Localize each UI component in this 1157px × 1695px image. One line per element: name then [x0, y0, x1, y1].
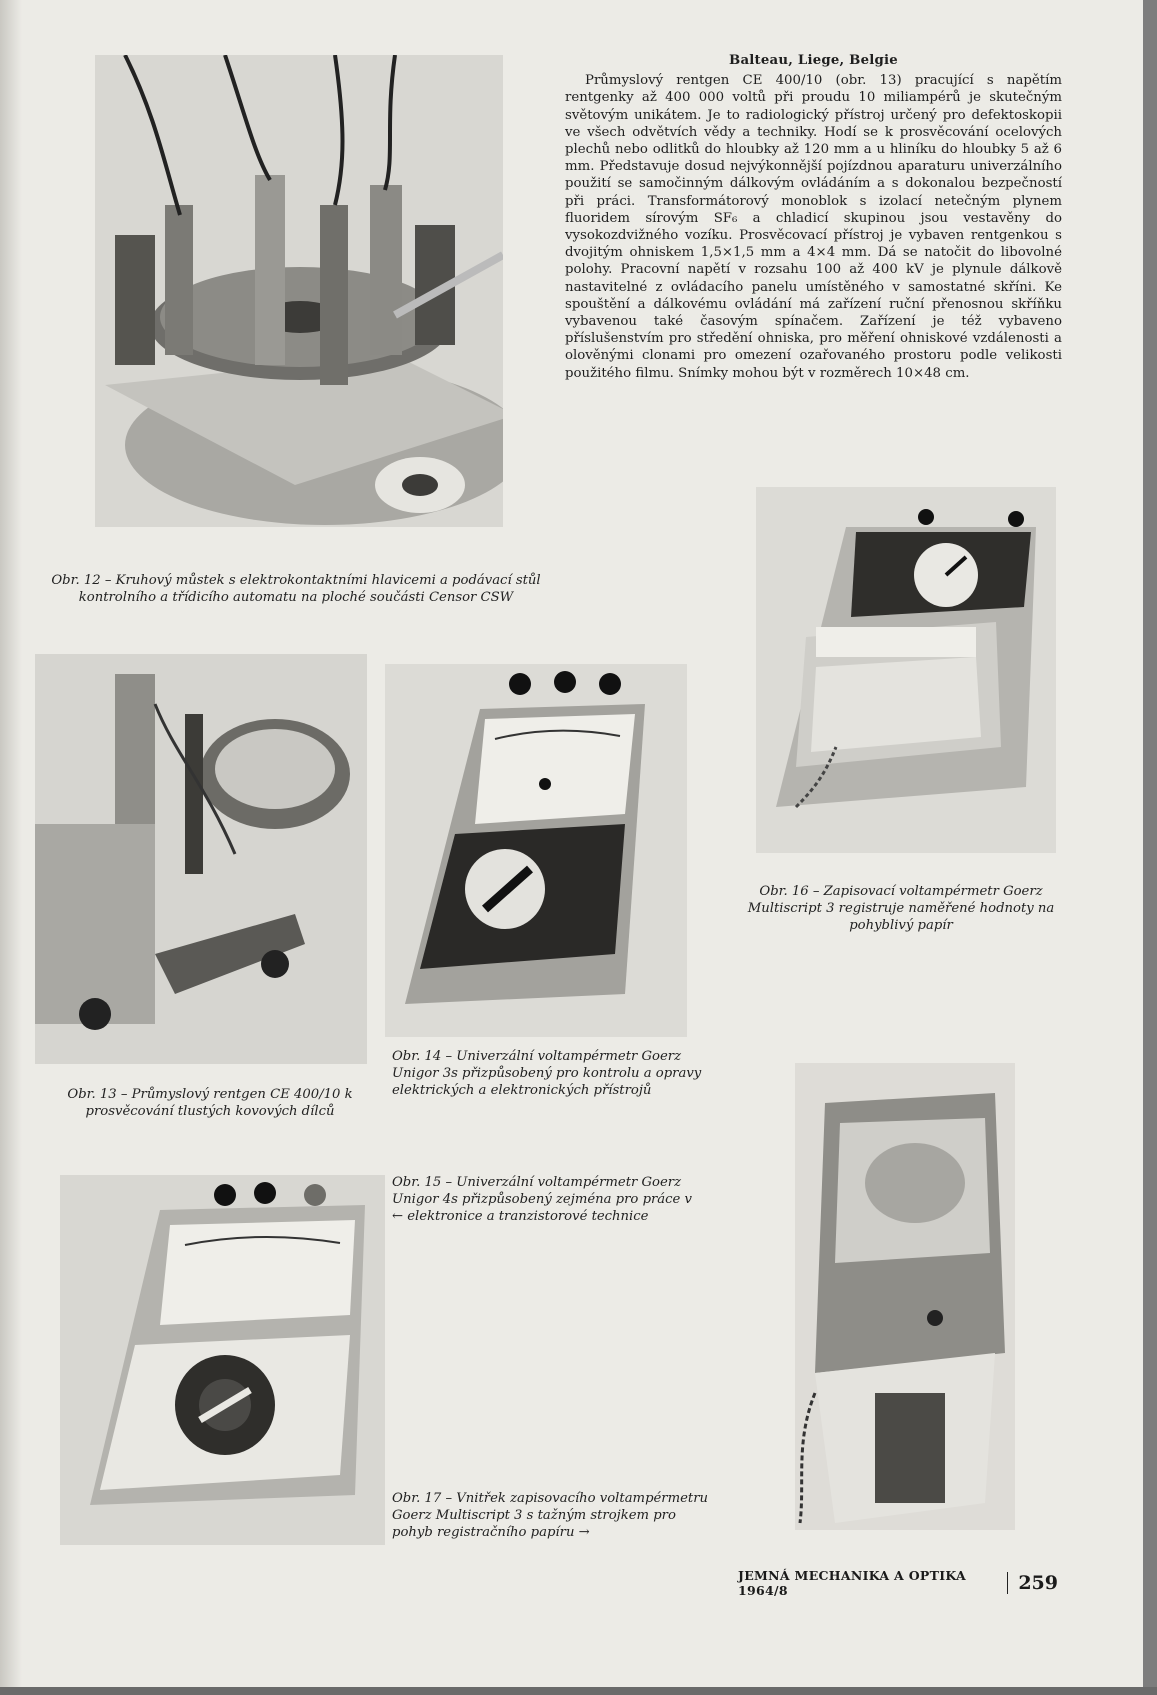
page-footer — [738, 1570, 1058, 1596]
scan-bottom-edge — [0, 1687, 1157, 1695]
figure-12-caption: Obr. 12 – Kruhový můstek s elektrokontaktními hlavicemi a podávací stůl kontrolního a třídicího automatu na ploché součásti Censor CSW — [51, 573, 541, 605]
page-gutter-shadow — [0, 0, 22, 1695]
article-body: Průmyslový rentgen CE 400/10 (obr. 13) pracující s napětím rentgenky až 400 000 voltů při proudu 10 miliampérů je skutečným světovým unikátem. Je to radiologický přístroj určený pro defektoskopii ve všech odvětvích vědy a techniky. Hodí se k prosvěcování ocelových plechů nebo odlitků do hloubky až 120 mm a u hliníku do hloubky 5 až 6 mm. Představuje dosud nejvýkonnější pojízdnou aparaturu univerzálního použití se samočinným dálkovým ovládáním a s dokonalou bezpečností při práci. Transformátorový monoblok s izolací netečným plynem fluoridem sírovým SF₆ a chladicí skupinou jsou vestavěny do vysokozdvižného vozíku. Prosvěcovací přístroj je vybaven rentgenkou s dvojitým ohniskem 1,5×1,5 mm a 4×4 mm. Dá se natočit do libovolné polohy. Pracovní napětí v rozsahu 100 až 400 kV je plynule dálkově nastavitelné z ovládacího panelu umístěného v samostatné skříni. Ke spouštění a dálkovému ovládání má zařízení ruční přenosnou skříňku vybavenou také časovým spínačem. Zařízení je též vybaveno příslušenstvím pro středění ohniska, pro měření ohniskové vzdálenosti a olověnými clonami pro omezení ozařovaného prostoru podle velikosti použitého filmu. Snímky mohou být v rozměrech 10×48 cm. — [565, 73, 1062, 381]
figure-16-caption: Obr. 16 – Zapisovací voltampérmetr Goerz Multiscript 3 registruje naměřené hodnoty na pohyblivý papír — [747, 884, 1055, 933]
figure-17-photo — [795, 1063, 1015, 1530]
figure-14-photo — [385, 664, 687, 1037]
figure-12-photo — [95, 55, 503, 527]
footer-divider — [1007, 1572, 1009, 1594]
scan-edge — [1143, 0, 1157, 1695]
figure-13-caption: Obr. 13 – Průmyslový rentgen CE 400/10 k prosvěcování tlustých kovových dílců — [67, 1087, 353, 1119]
article — [565, 52, 1062, 382]
figure-16-photo — [756, 487, 1056, 853]
figure-17-caption: Obr. 17 – Vnitřek zapisovacího voltampérmetru Goerz Multiscript 3 s tažným strojkem pro pohyb registračního papíru → — [392, 1491, 709, 1540]
page-number: 259 — [1018, 1572, 1058, 1594]
figure-15-photo — [60, 1175, 385, 1545]
figure-14-caption: Obr. 14 – Univerzální voltampérmetr Goerz Unigor 3s přizpůsobený pro kontrolu a opravy elektrických a elektronických přístrojů — [392, 1049, 702, 1098]
figure-13-photo — [35, 654, 367, 1064]
figure-15-caption: Obr. 15 – Univerzální voltampérmetr Goerz Unigor 4s přizpůsobený zejména pro práce v ← elektronice a tranzistorové technice — [392, 1175, 693, 1224]
article-heading: Balteau, Liege, Belgie — [729, 53, 898, 68]
journal-title: JEMNÁ MECHANIKA A OPTIKA 1964/8 — [738, 1568, 967, 1598]
